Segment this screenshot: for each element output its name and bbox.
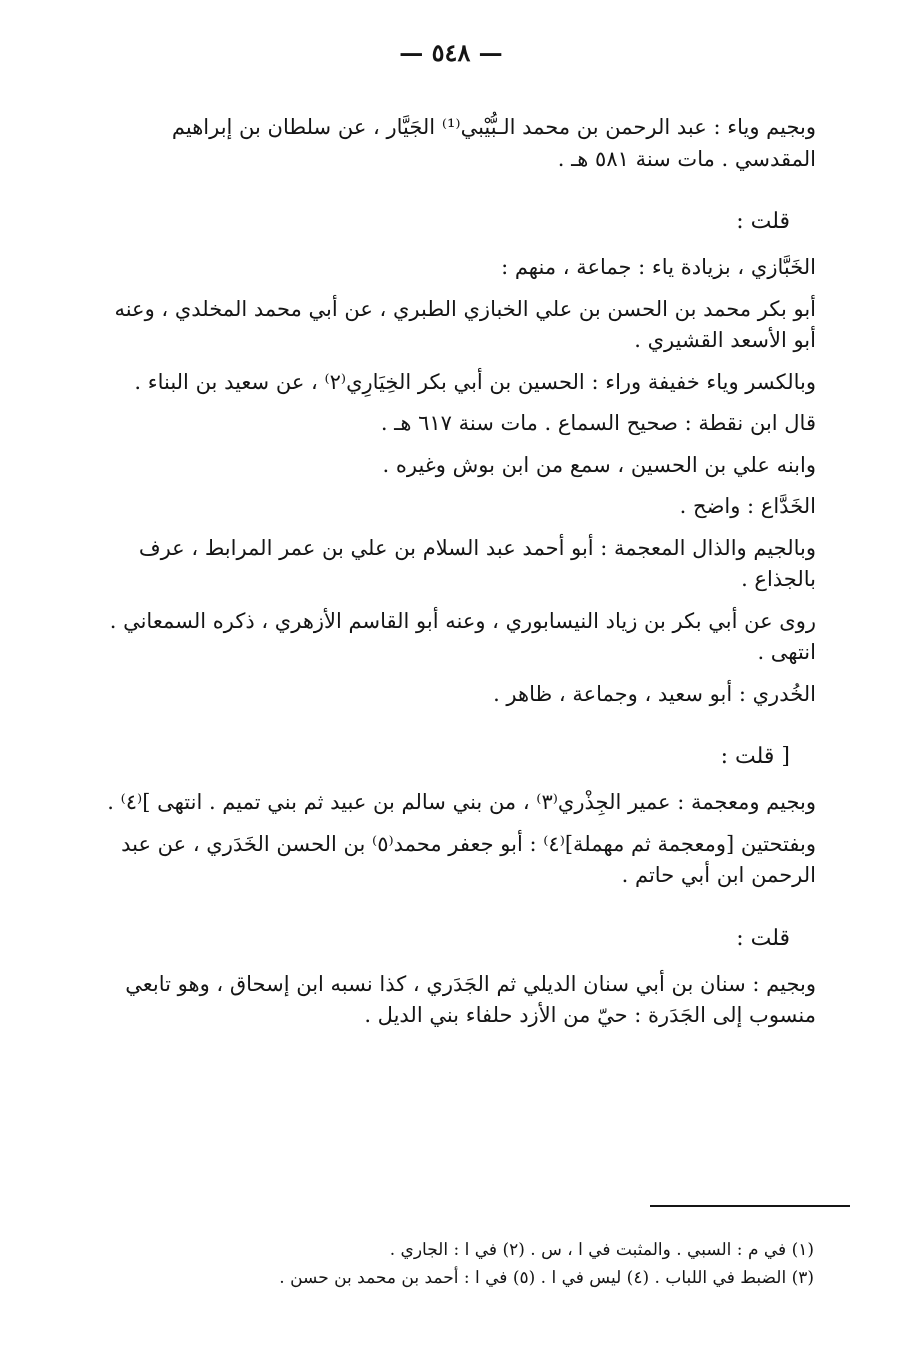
paragraph-khudri: الخُدري : أبو سعيد ، وجماعة ، ظاهر . (493, 681, 816, 706)
footnote-divider (650, 1205, 850, 1207)
paragraph-abu-bakr: أبو بكر محمد بن الحسن بن علي الخبازي الطبري ، عن أبي محمد المخلدي ، وعنه أبو الأسعد القشيري . (114, 296, 816, 352)
paragraph-ibnuhu: وابنه علي بن الحسين ، سمع من ابن بوش وغيره . (382, 452, 816, 477)
heading-qult-3: قلت : (736, 925, 790, 951)
paragraph-jayyar: وبجيم وياء : عبد الرحمن بن محمد الـبُّيْبي⁽¹⁾ الجَيَّار ، عن سلطان بن إبراهيم المقدسي . مات سنة ٥٨١ هـ . (171, 115, 816, 171)
main-text (96, 112, 816, 1042)
paragraph-rawa: روى عن أبي بكر بن زياد النيسابوري ، وعنه أبو القاسم الأزهري ، ذكره السمعاني . انتهى . (109, 608, 816, 664)
paragraph-khiyari: وبالكسر وياء خفيفة وراء : الحسين بن أبي بكر الخِيَارِي⁽٢⁾ ، عن سعيد بن البناء . (134, 369, 816, 394)
paragraph-khabbazi: الخَبَّازي ، بزيادة ياء : جماعة ، منهم : (501, 255, 816, 279)
paragraph-sinan: وبجيم : سنان بن أبي سنان الديلي ثم الجَدَري ، كذا نسبه ابن إسحاق ، وهو تابعي منسوب إلى الجَدَرة : حيّ من الأزد حلفاء بني الديل . (125, 971, 816, 1027)
paragraph-ibn-nuqta: قال ابن نقطة : صحيح السماع . مات سنة ٦١٧ هـ . (380, 411, 816, 435)
paragraph-jidhri: وبجيم ومعجمة : عمير الجِذْري⁽٣⁾ ، من بني سالم بن عبيد ثم بني تميم . انتهى ]⁽٤⁾ . (107, 790, 816, 814)
page-number: — ٥٤٨ — (399, 38, 503, 67)
heading-qult-1: قلت : (736, 209, 790, 234)
footnote-line-1: (١) في م : السبي . والمثبت في ا ، س . (٢) في ا : الجاري . (389, 1240, 814, 1260)
heading-qult-2: [ قلت : (720, 744, 790, 769)
footnote-line-2: (٣) الضبط في اللباب . (٤) ليس في ا . (٥) في ا : أحمد بن محمد بن حسن . (279, 1268, 814, 1289)
paragraph-jaddaa: وبالجيم والذال المعجمة : أبو أحمد عبد السلام بن علي بن عمر المرابط ، عرف بالجذاع . (138, 535, 816, 591)
footnotes (254, 1236, 814, 1292)
paragraph-khadari: وبفتحتين [ومعجمة ثم مهملة]⁽٤⁾ : أبو جعفر محمد⁽٥⁾ بن الحسن الخَدَري ، عن عبد الرحمن ابن أبي حاتم . (121, 831, 816, 887)
paragraph-khaddaa: الخَدَّاع : واضح . (679, 494, 816, 518)
